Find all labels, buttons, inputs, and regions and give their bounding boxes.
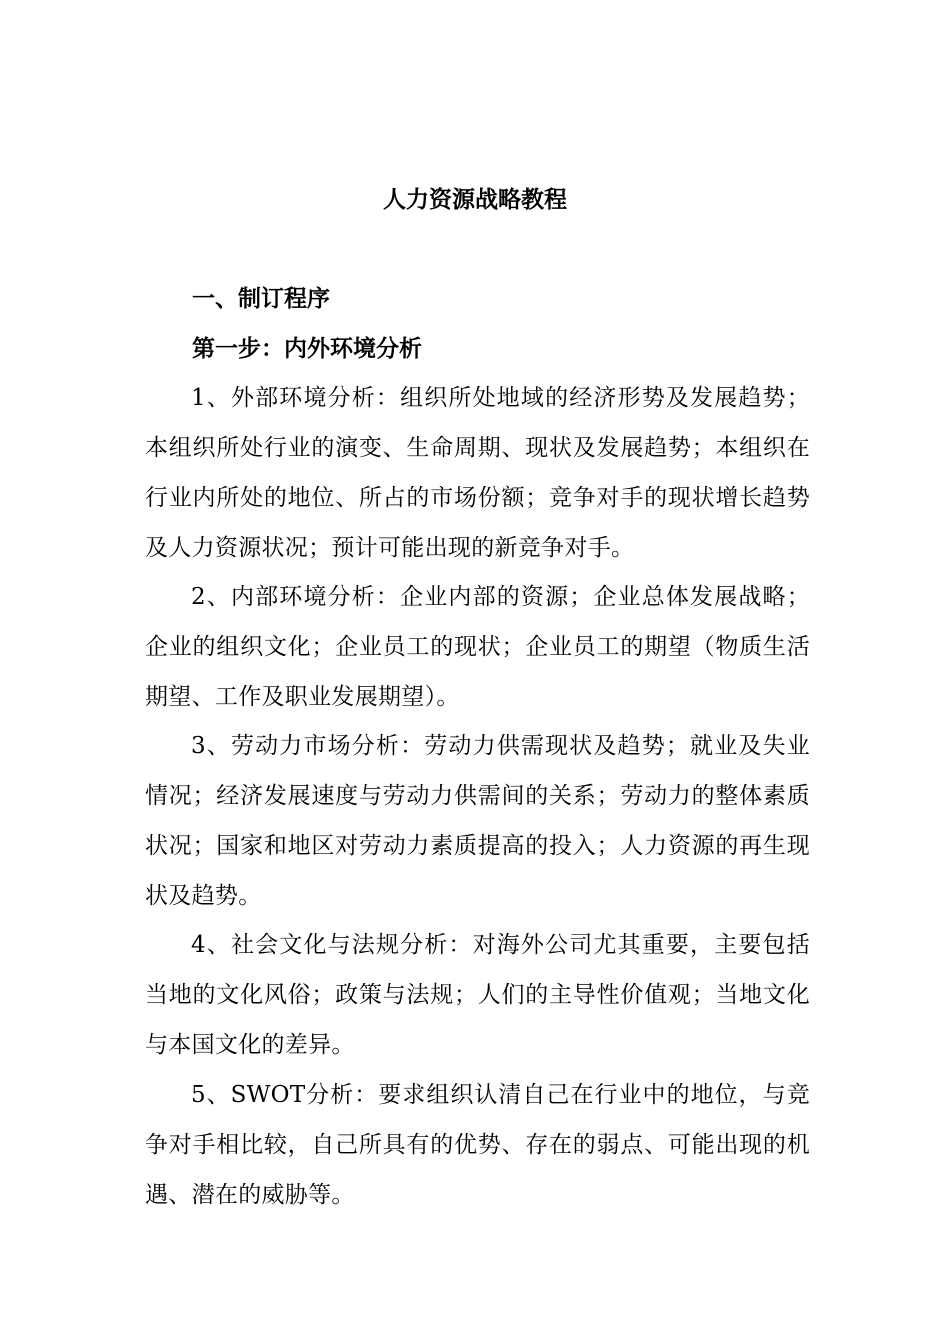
document-title: 人力资源战略教程 bbox=[383, 186, 567, 213]
paragraph-labor-market: 3、劳动力市场分析：劳动力供需现状及趋势；就业及失业情况；经济发展速度与劳动力供需间的关系；劳动力的整体素质状况；国家和地区对劳动力素质提高的投入；人力资源的再生现状及趋势。 bbox=[145, 733, 810, 909]
paragraph-culture-regulation: 4、社会文化与法规分析：对海外公司尤其重要，主要包括当地的文化风俗；政策与法规；人们的主导性价值观；当地文化与本国文化的差异。 bbox=[145, 932, 810, 1058]
paragraph-external-environment: 1、外部环境分析：组织所处地域的经济形势及发展趋势；本组织所处行业的演变、生命周期、现状及发展趋势；本组织在行业内所处的地位、所占的市场份额；竞争对手的现状增长趋势及人力资源状况；预计可能出现的新竞争对手。 bbox=[145, 385, 810, 561]
step-heading: 第一步：内外环境分析 bbox=[192, 335, 422, 362]
paragraph-internal-environment: 2、内部环境分析：企业内部的资源；企业总体发展战略；企业的组织文化；企业员工的现状；企业员工的期望（物质生活期望、工作及职业发展期望）。 bbox=[145, 584, 810, 710]
section-heading: 一、制订程序 bbox=[192, 285, 330, 312]
paragraph-swot: 5、SWOT分析：要求组织认清自己在行业中的地位，与竞争对手相比较，自己所具有的优势、存在的弱点、可能出现的机遇、潜在的威胁等。 bbox=[145, 1082, 810, 1208]
